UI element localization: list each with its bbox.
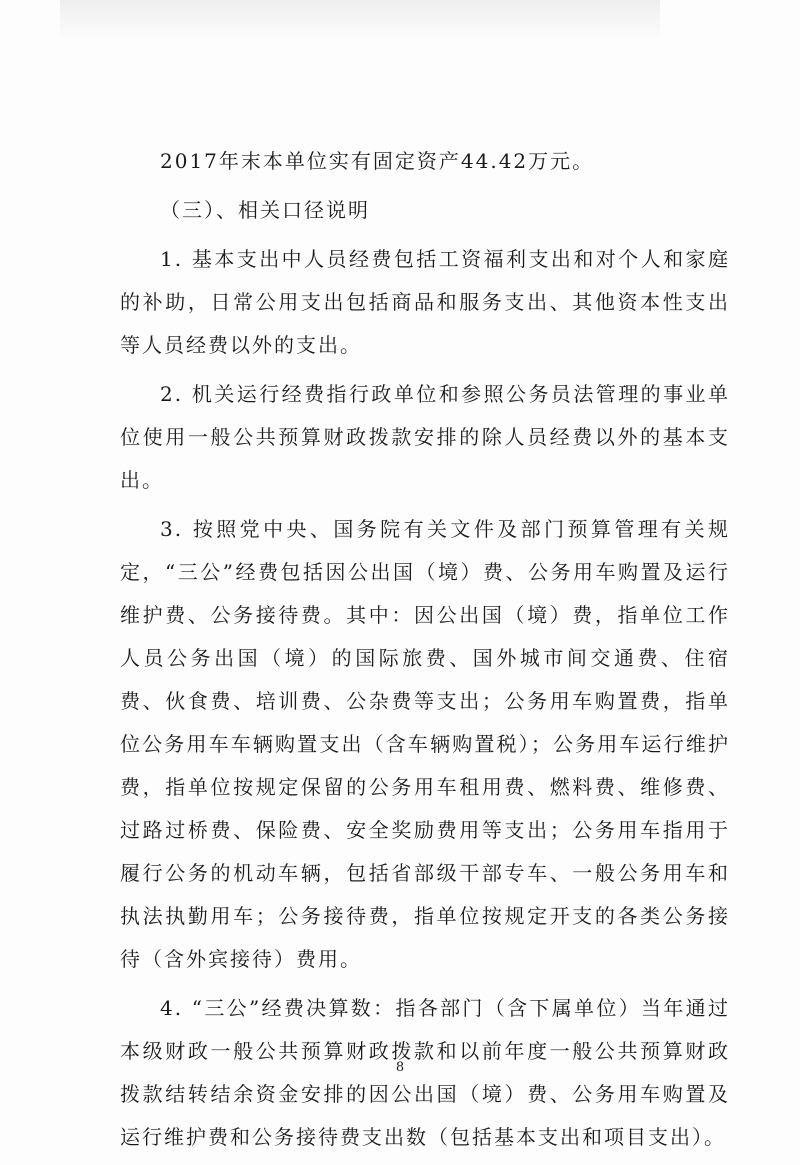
- section-heading: （三）、相关口径说明: [160, 198, 370, 222]
- note-paragraph-4: 4. “三公”经费决算数：指各部门（含下属单位）当年通过本级财政一般公共预算财政拨款和以前年度一般公共预算财政拨款结转结余资金安排的因公出国（境）费、公务用车购置及运行维护费和公务接待费支出数（包括基本支出和项目支出）。: [120, 996, 730, 1149]
- fixed-assets-paragraph: 2017年末本单位实有固定资产44.42万元。: [160, 149, 595, 173]
- scan-smudge: [60, 0, 660, 40]
- note-paragraph-3: 3. 按照党中央、国务院有关文件及部门预算管理有关规定，“三公”经费包括因公出国（境）费、公务用车购置及运行维护费、公务接待费。其中：因公出国（境）费，指单位工作人员公务出国（境）的国际旅费、国外城市间交通费、住宿费、伙食费、培训费、公杂费等支出；公务用车购置费，指单位公务用车车辆购置支出（含车辆购置税）；公务用车运行维护费，指单位按规定保留的公务用车租用费、燃料费、维修费、过路过桥费、保险费、安全奖励费用等支出；公务用车指用于履行公务的机动车辆，包括省部级干部专车、一般公务用车和执法执勤用车；公务接待费，指单位按规定开支的各类公务接待（含外宾接待）费用。: [120, 517, 730, 971]
- note-paragraph-1: 1. 基本支出中人员经费包括工资福利支出和对个人和家庭的补助，日常公用支出包括商品和服务支出、其他资本性支出等人员经费以外的支出。: [120, 247, 730, 357]
- note-paragraph-2: 2. 机关运行经费指行政单位和参照公务员法管理的事业单位使用一般公共预算财政拨款安排的除人员经费以外的基本支出。: [120, 382, 730, 492]
- document-body: [120, 140, 730, 1165]
- page-number: 8: [395, 1060, 405, 1075]
